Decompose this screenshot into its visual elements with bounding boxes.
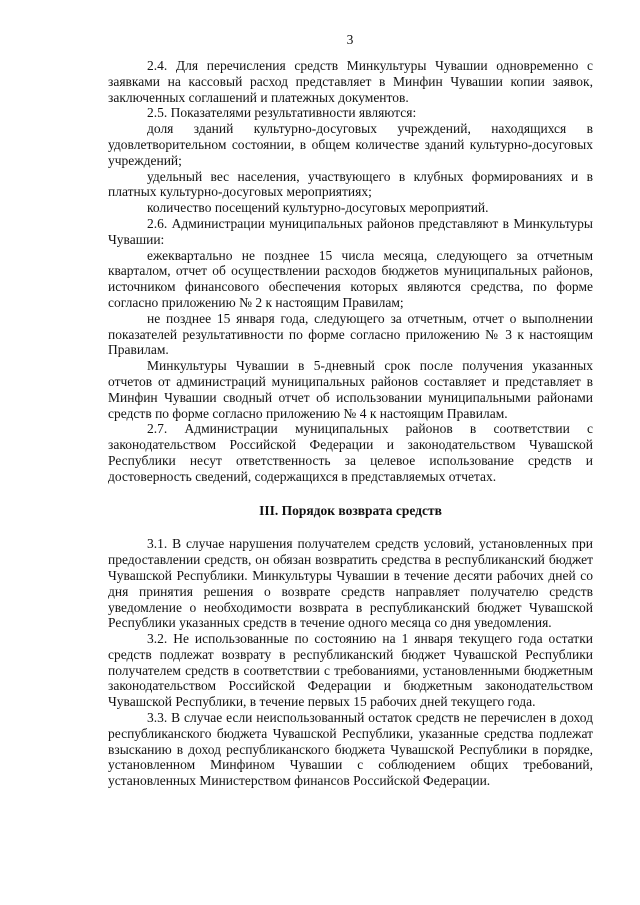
page-number: 3: [346, 32, 354, 47]
paragraph-indicator-participation: удельный вес населения, участвующего в клубных формированиях и в платных культурно-досуговых мероприятиях;: [108, 168, 593, 200]
paragraph-2-5: 2.5. Показателями результативности являются:: [147, 105, 417, 121]
paragraph-2-7: 2.7. Администрации муниципальных районов в соответствии с законодательством Российской Федерации и законодательством Чувашской Республики несут ответственность за целевое использование средств и достоверность сведений, содержащихся в представляемых отчетах.: [108, 421, 593, 484]
document-body: [108, 58, 593, 789]
paragraph-quarterly-report: ежеквартально не позднее 15 числа месяца, следующего за отчетным кварталом, отчет об осуществлении расходов бюджетов муниципальных районов, источником финансового обеспечения которых являются средства, по форме согласно приложению № 2 к настоящим Правилам;: [108, 247, 593, 310]
paragraph-indicator-visits: количество посещений культурно-досуговых мероприятий.: [147, 200, 489, 216]
paragraph-annual-report: не позднее 15 января года, следующего за отчетным, отчет о выполнении показателей результативности по форме согласно приложению № 3 к настоящим Правилам.: [108, 310, 593, 358]
paragraph-3-3: 3.3. В случае если неиспользованный остаток средств не перечислен в доход республиканского бюджета Чувашской Республики, указанные средства подлежат взысканию в доход республиканского бюджета Чувашской Республики в порядке, установленном Минфином Чувашии с соблюдением общих требований, установленных Министерством финансов Российской Федерации.: [108, 710, 593, 789]
section-title: III. Порядок возврата средств: [259, 502, 442, 518]
paragraph-indicator-buildings: доля зданий культурно-досуговых учреждений, находящихся в удовлетворительном состоянии, в общем количестве зданий культурно-досуговых учреждений;: [108, 121, 593, 168]
paragraph-3-2: 3.2. Не использованные по состоянию на 1 января текущего года остатки средств подлежат возврату в республиканский бюджет Чувашской Республики получателем средств в соответствии с требованиями, установленными бюджетным законодательством Российской Федерации и бюджетным законодательством Чувашской Республики, в течение первых 15 рабочих дней текущего года.: [108, 631, 593, 710]
paragraph-2-6: 2.6. Администрации муниципальных районов представляют в Минкультуры Чувашии:: [108, 215, 593, 247]
paragraph-3-1: 3.1. В случае нарушения получателем средств условий, установленных при предоставлении средств, он обязан возвратить средства в республиканский бюджет Чувашской Республики. Минкультуры Чувашии в течение десяти рабочих дней со дня принятия решения о возврате средств направляет получателю средств уведомление о необходимости возврата в республиканский бюджет Чувашской Республики указанных средств в течение одного месяца со дня уведомления.: [108, 536, 593, 631]
paragraph-2-4: 2.4. Для перечисления средств Минкультуры Чувашии одновременно с заявками на кассовый расход представляет в Минфин Чувашии копии заявок, заключенных соглашений и платежных документов.: [108, 58, 593, 105]
paragraph-summary-report: Минкультуры Чувашии в 5-дневный срок после получения указанных отчетов от администраций муниципальных районов составляет и представляет в Минфин Чувашии сводный отчет об использовании муниципальными районами средств по форме согласно приложению № 4 к настоящим Правилам.: [108, 358, 593, 421]
